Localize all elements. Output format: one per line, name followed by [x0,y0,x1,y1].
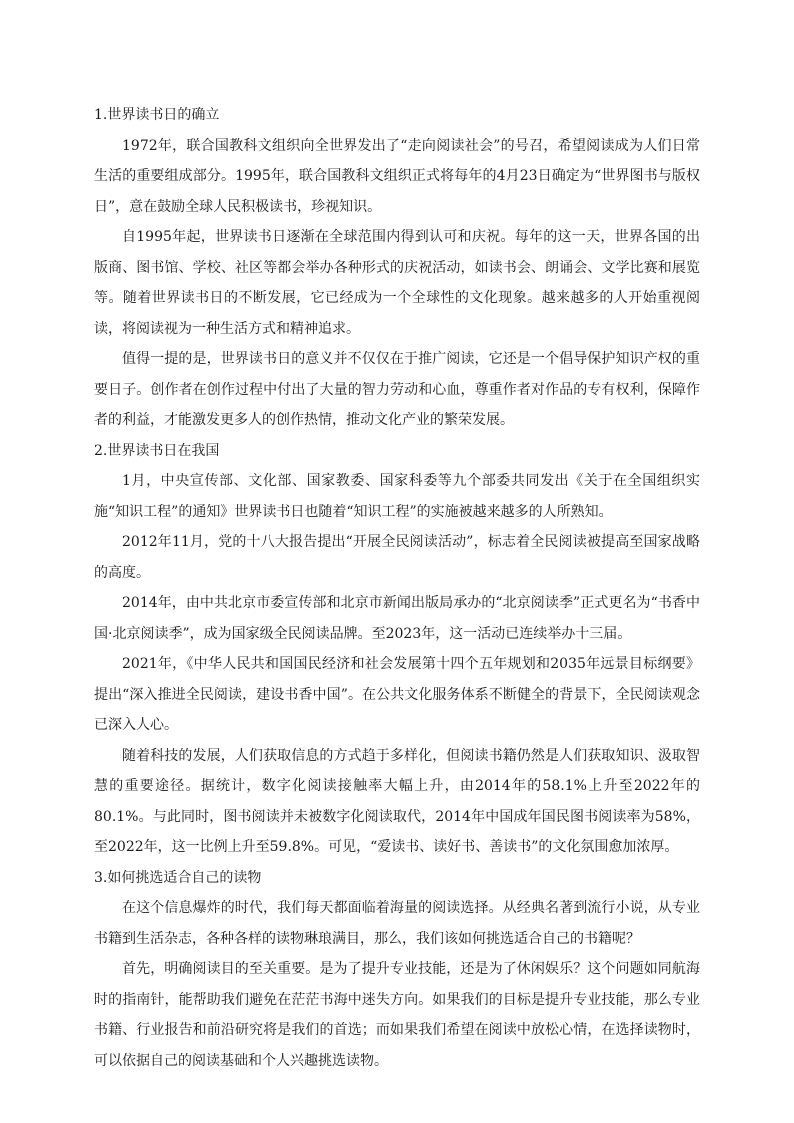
body-paragraph: 2014年，由中共北京市委宣传部和北京市新闻出版局承办的“北京阅读季”正式更名为“书香中国·北京阅读季”，成为国家级全民阅读品牌。至2023年，这一活动已连续举办十三届。 [94,595,700,642]
body-paragraph: 自1995年起，世界读书日逐渐在全球范围内得到认可和庆祝。每年的这一天，世界各国的出版商、图书馆、学校、社区等都会举办各种形式的庆祝活动，如读书会、朗诵会、文学比赛和展览等。随着世界读书日的不断发展，它已经成为一个全球性的文化现象。越来越多的人开始重视阅读，将阅读视为一种生活方式和精神追求。 [94,229,700,337]
body-paragraph: 1月，中央宣传部、文化部、国家教委、国家科委等九个部委共同发出《关于在全国组织实施“知识工程”的通知》世界读书日也随着“知识工程”的实施被越来越多的人所熟知。 [94,473,700,520]
body-paragraph: 值得一提的是，世界读书日的意义并不仅仅在于推广阅读，它还是一个倡导保护知识产权的重要日子。创作者在创作过程中付出了大量的智力劳动和心血，尊重作者对作品的专有权利，保障作者的利益，才能激发更多人的创作热情，推动文化产业的繁荣发展。 [94,351,700,428]
body-paragraph: 在这个信息爆炸的时代，我们每天都面临着海量的阅读选择。从经典名著到流行小说，从专业书籍到生活杂志，各种各样的读物琳琅满目，那么，我们该如何挑选适合自己的书籍呢？ [94,900,700,947]
section-heading: 2.世界读书日在我国 [94,442,220,459]
body-paragraph: 2012年11月，党的十八大报告提出“开展全民阅读活动”，标志着全民阅读被提高至国家战略的高度。 [94,534,700,581]
body-paragraph: 2021年，《中华人民共和国国民经济和社会发展第十四个五年规划和2035年远景目标纲要》提出“深入推进全民阅读，建设书香中国”。在公共文化服务体系不断健全的背景下，全民阅读观念已深入人心。 [94,656,700,733]
body-paragraph: 首先，明确阅读目的至关重要。是为了提升专业技能，还是为了休闲娱乐？这个问题如同航海时的指南针，能帮助我们避免在茫茫书海中迷失方向。如果我们的目标是提升专业技能，那么专业书籍、行业报告和前沿研究将是我们的首选；而如果我们希望在阅读中放松心情，在选择读物时，可以依据自己的阅读基础和个人兴趣挑选读物。 [94,961,700,1069]
section-heading: 1.世界读书日的确立 [94,107,220,123]
body-paragraph: 随着科技的发展，人们获取信息的方式趋于多样化，但阅读书籍仍然是人们获取知识、汲取智慧的重要途径。据统计，数字化阅读接触率大幅上升，由2014年的58.1%上升至2022年的80.1%。与此同时，图书阅读并未被数字化阅读取代，2014年中国成年国民图书阅读率为58%，至2022年，这一比例上升至59.8%。可见，“爱读书、读好书、善读书”的文化氛围愈加浓厚。 [94,747,700,855]
section-heading: 3.如何挑选适合自己的读物 [94,869,262,886]
body-paragraph: 1972年，联合国教科文组织向全世界发出了“走向阅读社会”的号召，希望阅读成为人们日常生活的重要组成部分。1995年，联合国教科文组织正式将每年的4月23日确定为“世界图书与版权日”，意在鼓励全球人民积极读书，珍视知识。 [94,137,700,215]
